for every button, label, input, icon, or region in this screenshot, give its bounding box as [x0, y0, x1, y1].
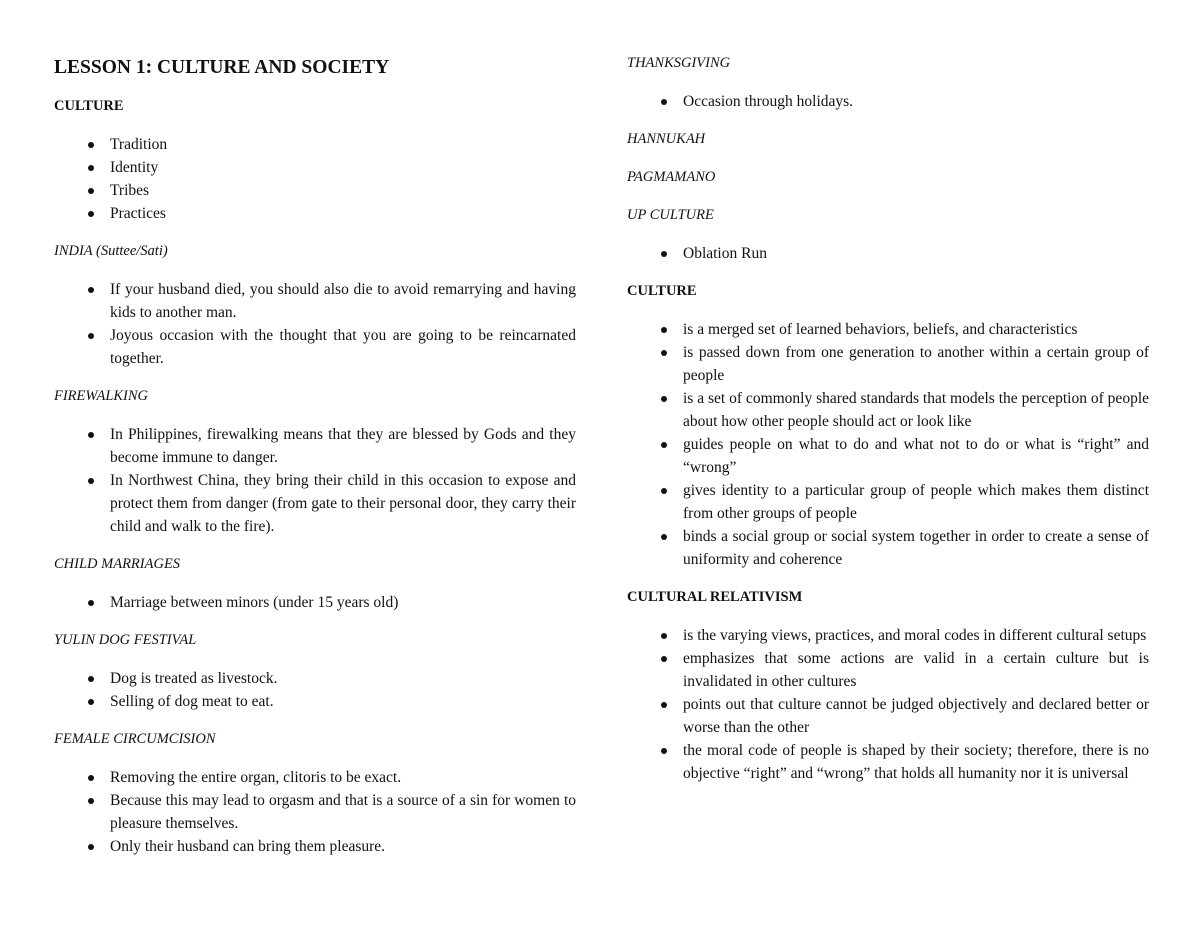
section-heading-india-suttee-sati: INDIA (Suttee/Sati)	[54, 243, 168, 259]
section-heading-cultural-relativism: CULTURAL RELATIVISM	[627, 589, 803, 605]
list-item: Tribes	[110, 179, 576, 202]
list-item: Marriage between minors (under 15 years old)	[110, 591, 576, 614]
list-item: Identity	[110, 156, 576, 179]
list-item: If your husband died, you should also die to avoid remarrying and having kids to another man.	[110, 278, 576, 324]
list-item: Tradition	[110, 133, 576, 156]
list-item: binds a social group or social system together in order to create a sense of uniformity and coherence	[683, 525, 1149, 571]
bullet-list	[627, 624, 1149, 785]
bullet-list	[54, 591, 576, 614]
section-heading-culture: CULTURE	[627, 283, 697, 299]
bullet-list	[54, 133, 576, 225]
section-heading-up-culture: UP CULTURE	[627, 207, 714, 223]
bullet-list	[54, 667, 576, 713]
bullet-list	[627, 318, 1149, 571]
list-item: is a merged set of learned behaviors, beliefs, and characteristics	[683, 318, 1149, 341]
section-heading-firewalking: FIREWALKING	[54, 388, 149, 404]
list-item: In Philippines, firewalking means that they are blessed by Gods and they become immune to danger.	[110, 423, 576, 469]
section-heading-child-marriages: CHILD MARRIAGES	[54, 556, 181, 572]
section-heading-hannukah: HANNUKAH	[627, 131, 706, 147]
list-item: guides people on what to do and what not to do or what is “right” and “wrong”	[683, 433, 1149, 479]
list-item: gives identity to a particular group of people which makes them distinct from other groups of people	[683, 479, 1149, 525]
list-item: is a set of commonly shared standards that models the perception of people about how other people should act or look like	[683, 387, 1149, 433]
list-item: points out that culture cannot be judged objectively and declared better or worse than the other	[683, 693, 1149, 739]
right-column	[627, 52, 1149, 785]
left-column	[54, 55, 576, 858]
list-item: emphasizes that some actions are valid in a certain culture but is invalidated in other cultures	[683, 647, 1149, 693]
list-item: In Northwest China, they bring their child in this occasion to expose and protect them from danger (from gate to their personal door, they carry their child and walk to the fire).	[110, 469, 576, 538]
section-heading-thanksgiving: THANKSGIVING	[627, 55, 731, 71]
bullet-list	[54, 423, 576, 538]
section-heading-yulin-dog-festival: YULIN DOG FESTIVAL	[54, 632, 197, 648]
section-heading-culture: CULTURE	[54, 98, 124, 114]
section-heading-pagmamano: PAGMAMANO	[627, 169, 716, 185]
list-item: Joyous occasion with the thought that you are going to be reincarnated together.	[110, 324, 576, 370]
bullet-list	[627, 242, 1149, 265]
bullet-list	[54, 278, 576, 370]
bullet-list	[54, 766, 576, 858]
list-item: is passed down from one generation to another within a certain group of people	[683, 341, 1149, 387]
list-item: is the varying views, practices, and moral codes in different cultural setups	[683, 624, 1149, 647]
list-item: the moral code of people is shaped by their society; therefore, there is no objective “right” and “wrong” that holds all humanity nor it is universal	[683, 739, 1149, 785]
list-item: Selling of dog meat to eat.	[110, 690, 576, 713]
list-item: Dog is treated as livestock.	[110, 667, 576, 690]
bullet-list	[627, 90, 1149, 113]
list-item: Occasion through holidays.	[683, 90, 1149, 113]
section-heading-female-circumcision: FEMALE CIRCUMCISION	[54, 731, 216, 747]
page-title: LESSON 1: CULTURE AND SOCIETY	[54, 57, 390, 78]
list-item: Because this may lead to orgasm and that is a source of a sin for women to pleasure themselves.	[110, 789, 576, 835]
list-item: Oblation Run	[683, 242, 1149, 265]
list-item: Removing the entire organ, clitoris to be exact.	[110, 766, 576, 789]
list-item: Only their husband can bring them pleasure.	[110, 835, 576, 858]
list-item: Practices	[110, 202, 576, 225]
